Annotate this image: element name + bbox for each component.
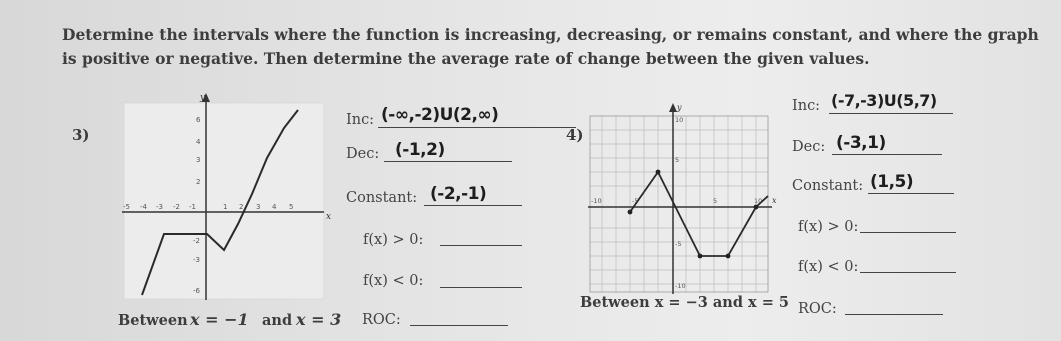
p4-y-tick: 5 bbox=[675, 156, 680, 164]
p4-curve-point bbox=[656, 170, 661, 175]
p4-curve-point bbox=[628, 210, 633, 215]
p4-y-label: y bbox=[677, 103, 682, 112]
p4-curve-point bbox=[726, 254, 731, 259]
p4-x-tick: -5 bbox=[632, 197, 639, 205]
p3-x-tick: 1 bbox=[223, 203, 228, 211]
problem-4-graph bbox=[582, 100, 787, 295]
p3-const-blank bbox=[424, 205, 522, 206]
p3-x-tick: -4 bbox=[140, 203, 147, 211]
p4-pos-blank bbox=[860, 232, 956, 233]
p4-function-curve bbox=[630, 172, 768, 256]
p3-dec-blank bbox=[384, 161, 512, 162]
p4-const-blank bbox=[868, 193, 954, 194]
p3-y-tick: 6 bbox=[196, 116, 201, 124]
p3-pos-blank bbox=[440, 245, 522, 246]
p3-y-tick: -6 bbox=[193, 287, 200, 295]
p4-y-tick: -5 bbox=[675, 240, 682, 248]
p3-pos-label: f(x) > 0: bbox=[363, 232, 424, 248]
p3-inc-blank bbox=[378, 127, 576, 128]
p3-y-tick: 3 bbox=[196, 156, 201, 164]
p3-inc-label: Inc: bbox=[346, 112, 375, 128]
p3-const-answer: (-2,-1) bbox=[430, 184, 487, 204]
p3-roc-label: ROC: bbox=[362, 312, 401, 328]
instructions-line-1: Determine the intervals where the function is increasing, decreasing, or remains constant, and where the graph bbox=[62, 25, 1039, 44]
p4-dec-blank bbox=[832, 154, 942, 155]
p4-pos-label: f(x) > 0: bbox=[798, 219, 859, 235]
p4-neg-blank bbox=[860, 272, 956, 273]
p4-roc-label: ROC: bbox=[798, 301, 837, 317]
p4-inc-answer: (-7,-3)U(5,7) bbox=[831, 91, 937, 110]
p3-dec-label: Dec: bbox=[346, 146, 380, 162]
p3-x-tick: -3 bbox=[156, 203, 163, 211]
p4-y-tick: -10 bbox=[675, 282, 686, 290]
p3-x-tick: -5 bbox=[123, 203, 130, 211]
p3-x-tick: 4 bbox=[272, 203, 277, 211]
p4-curve-point bbox=[698, 254, 703, 259]
p3-y-tick: -2 bbox=[193, 237, 200, 245]
p4-x-tick: 10 bbox=[754, 197, 763, 205]
p3-x-tick: 5 bbox=[289, 203, 294, 211]
p4-roc-blank bbox=[845, 314, 943, 315]
p4-y-tick: 10 bbox=[675, 116, 684, 124]
p4-between-text: Between x = −3 and x = 5 bbox=[580, 294, 789, 311]
p3-x-label: x bbox=[326, 212, 332, 222]
p3-neg-blank bbox=[440, 287, 522, 288]
p3-x-tick: -1 bbox=[189, 203, 196, 211]
p3-between-x1: x = −1 bbox=[190, 310, 249, 329]
p4-inc-blank bbox=[829, 113, 953, 114]
p3-roc-blank bbox=[410, 325, 508, 326]
p3-neg-label: f(x) < 0: bbox=[363, 273, 424, 289]
p3-x-tick: 2 bbox=[239, 203, 244, 211]
p3-y-tick: 4 bbox=[196, 138, 201, 146]
p4-const-label: Constant: bbox=[792, 178, 864, 194]
p4-curve-point bbox=[754, 205, 759, 210]
problem-4-number: 4) bbox=[566, 126, 584, 144]
p4-const-answer: (1,5) bbox=[870, 172, 914, 192]
problem-3-graph bbox=[112, 88, 337, 303]
p4-dec-answer: (-3,1) bbox=[836, 133, 886, 153]
p3-y-label: y bbox=[200, 93, 206, 103]
p3-inc-answer: (-∞,-2)U(2,∞) bbox=[381, 105, 499, 125]
p4-inc-label: Inc: bbox=[792, 98, 821, 114]
p3-between-and: and bbox=[262, 312, 293, 329]
p4-dec-label: Dec: bbox=[792, 139, 826, 155]
problem-3-number: 3) bbox=[72, 126, 90, 144]
p4-x-label: x bbox=[772, 196, 777, 205]
p3-between-x2: x = 3 bbox=[296, 310, 342, 329]
instructions-line-2: is positive or negative. Then determine the average rate of change between the given values. bbox=[62, 49, 870, 68]
p4-x-tick: -10 bbox=[591, 197, 602, 205]
p4-neg-label: f(x) < 0: bbox=[798, 259, 859, 275]
p3-y-tick: 2 bbox=[196, 178, 201, 186]
p4-x-tick: 5 bbox=[713, 197, 718, 205]
p3-x-tick: 3 bbox=[256, 203, 261, 211]
p3-y-tick: -3 bbox=[193, 256, 200, 264]
p3-between-prefix: Between bbox=[118, 312, 188, 329]
p3-dec-answer: (-1,2) bbox=[395, 140, 445, 160]
p3-const-label: Constant: bbox=[346, 190, 418, 206]
p3-x-tick: -2 bbox=[173, 203, 180, 211]
